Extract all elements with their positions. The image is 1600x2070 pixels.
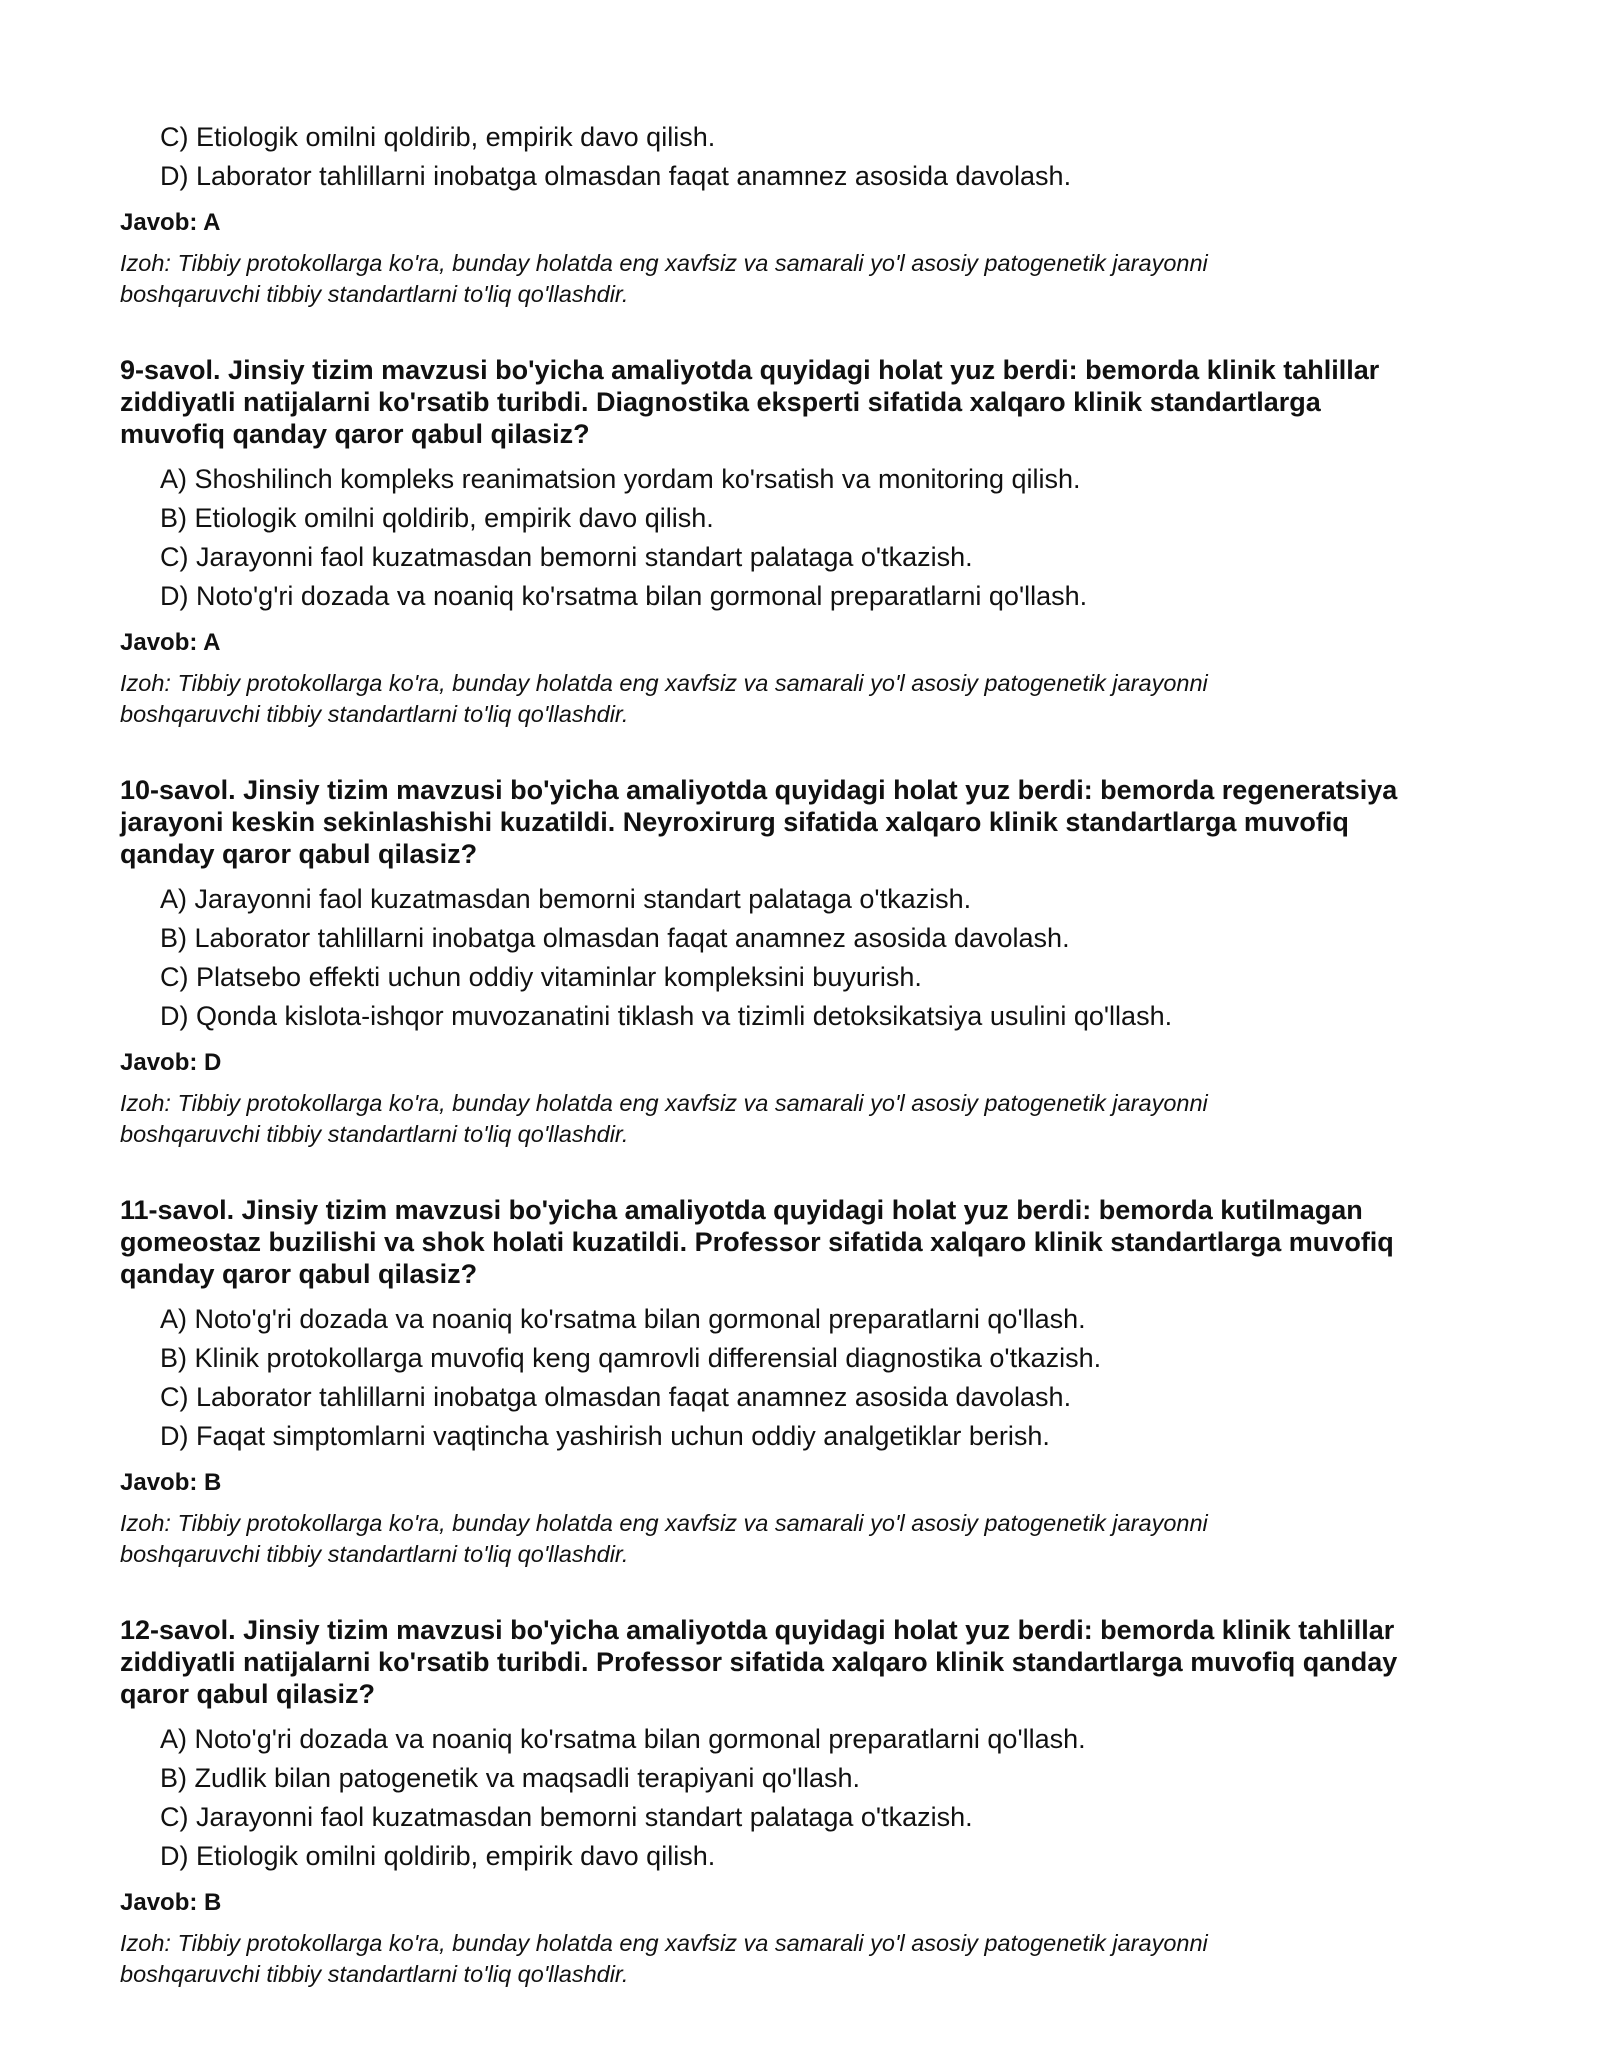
answer-option: B) Klinik protokollarga muvofiq keng qamrovli differensial diagnostika o'tkazish.: [160, 1343, 1102, 1373]
question-line: 11-savol. Jinsiy tizim mavzusi bo'yicha amaliyotda quyidagi holat yuz berdi: bemorda kutilmagan: [120, 1195, 1363, 1225]
answer-option: D) Laborator tahlillarni inobatga olmasdan faqat anamnez asosida davolash.: [160, 161, 1072, 191]
explanation-note: [120, 1508, 1500, 1570]
question-10: [120, 774, 1500, 1150]
note-line: Izoh: Tibbiy protokollarga ko'ra, bunday holatda eng xavfsiz va samarali yo'l asosiy patogenetik jarayonni: [120, 1930, 1208, 1956]
answer-option: B) Zudlik bilan patogenetik va maqsadli terapiyani qo'llash.: [160, 1763, 861, 1793]
question-line: qaror qabul qilasiz?: [120, 1679, 376, 1709]
answer-option: B) Etiologik omilni qoldirib, empirik davo qilish.: [160, 503, 714, 533]
question-line: qanday qaror qabul qilasiz?: [120, 1259, 478, 1289]
question-9: [120, 354, 1500, 730]
explanation-note: [120, 248, 1500, 310]
answer-option: D) Etiologik omilni qoldirib, empirik davo qilish.: [160, 1841, 716, 1871]
question-continuation: [120, 118, 1500, 310]
note-line: boshqaruvchi tibbiy standartlarni to'liq qo'llashdir.: [120, 1541, 629, 1567]
question-line: ziddiyatli natijalarni ko'rsatib turibdi. Professor sifatida xalqaro klinik standartlarga muvofiq qanday: [120, 1647, 1398, 1677]
correct-answer: Javob: A: [120, 629, 221, 656]
note-line: Izoh: Tibbiy protokollarga ko'ra, bunday holatda eng xavfsiz va samarali yo'l asosiy patogenetik jarayonni: [120, 250, 1208, 276]
explanation-note: [120, 1088, 1500, 1150]
correct-answer: Javob: B: [120, 1889, 222, 1916]
note-line: Izoh: Tibbiy protokollarga ko'ra, bunday holatda eng xavfsiz va samarali yo'l asosiy patogenetik jarayonni: [120, 670, 1208, 696]
question-line: muvofiq qanday qaror qabul qilasiz?: [120, 419, 590, 449]
answer-option: A) Noto'g'ri dozada va noaniq ko'rsatma bilan gormonal preparatlarni qo'llash.: [160, 1304, 1086, 1334]
answer-option: C) Jarayonni faol kuzatmasdan bemorni standart palataga o'tkazish.: [160, 542, 973, 572]
answer-option: C) Etiologik omilni qoldirib, empirik davo qilish.: [160, 122, 716, 152]
correct-answer: Javob: A: [120, 209, 221, 236]
question-line: 9-savol. Jinsiy tizim mavzusi bo'yicha amaliyotda quyidagi holat yuz berdi: bemorda klinik tahlillar: [120, 355, 1380, 385]
explanation-note: [120, 1928, 1500, 1990]
explanation-note: [120, 668, 1500, 730]
answer-option: C) Laborator tahlillarni inobatga olmasdan faqat anamnez asosida davolash.: [160, 1382, 1072, 1412]
question-text: [120, 1194, 1500, 1290]
document-page: [120, 118, 1500, 1990]
correct-answer: Javob: B: [120, 1469, 222, 1496]
note-line: boshqaruvchi tibbiy standartlarni to'liq qo'llashdir.: [120, 281, 629, 307]
question-line: ziddiyatli natijalarni ko'rsatib turibdi. Diagnostika eksperti sifatida xalqaro klinik standartlarga: [120, 387, 1321, 417]
answer-option: C) Platsebo effekti uchun oddiy vitaminlar kompleksini buyurish.: [160, 962, 922, 992]
question-11: [120, 1194, 1500, 1570]
question-line: gomeostaz buzilishi va shok holati kuzatildi. Professor sifatida xalqaro klinik standartlarga muvofiq: [120, 1227, 1394, 1257]
answer-option: A) Shoshilinch kompleks reanimatsion yordam ko'rsatish va monitoring qilish.: [160, 464, 1081, 494]
note-line: boshqaruvchi tibbiy standartlarni to'liq qo'llashdir.: [120, 701, 629, 727]
correct-answer: Javob: D: [120, 1049, 222, 1076]
question-text: [120, 774, 1500, 870]
question-text: [120, 1614, 1500, 1710]
answer-option: D) Noto'g'ri dozada va noaniq ko'rsatma bilan gormonal preparatlarni qo'llash.: [160, 581, 1088, 611]
answer-option: D) Faqat simptomlarni vaqtincha yashirish uchun oddiy analgetiklar berish.: [160, 1421, 1050, 1451]
answer-option: A) Noto'g'ri dozada va noaniq ko'rsatma bilan gormonal preparatlarni qo'llash.: [160, 1724, 1086, 1754]
answer-option: D) Qonda kislota-ishqor muvozanatini tiklash va tizimli detoksikatsiya usulini qo'llash.: [160, 1001, 1173, 1031]
question-line: jarayoni keskin sekinlashishi kuzatildi. Neyroxirurg sifatida xalqaro klinik standartlarga muvofiq: [120, 807, 1349, 837]
question-text: [120, 354, 1500, 450]
note-line: boshqaruvchi tibbiy standartlarni to'liq qo'llashdir.: [120, 1121, 629, 1147]
note-line: boshqaruvchi tibbiy standartlarni to'liq qo'llashdir.: [120, 1961, 629, 1987]
note-line: Izoh: Tibbiy protokollarga ko'ra, bunday holatda eng xavfsiz va samarali yo'l asosiy patogenetik jarayonni: [120, 1510, 1208, 1536]
answer-option: A) Jarayonni faol kuzatmasdan bemorni standart palataga o'tkazish.: [160, 884, 972, 914]
question-12: [120, 1614, 1500, 1990]
question-line: 10-savol. Jinsiy tizim mavzusi bo'yicha amaliyotda quyidagi holat yuz berdi: bemorda regeneratsiya: [120, 775, 1398, 805]
answer-option: B) Laborator tahlillarni inobatga olmasdan faqat anamnez asosida davolash.: [160, 923, 1070, 953]
note-line: Izoh: Tibbiy protokollarga ko'ra, bunday holatda eng xavfsiz va samarali yo'l asosiy patogenetik jarayonni: [120, 1090, 1208, 1116]
answer-option: C) Jarayonni faol kuzatmasdan bemorni standart palataga o'tkazish.: [160, 1802, 973, 1832]
question-line: 12-savol. Jinsiy tizim mavzusi bo'yicha amaliyotda quyidagi holat yuz berdi: bemorda klinik tahlillar: [120, 1615, 1395, 1645]
question-line: qanday qaror qabul qilasiz?: [120, 839, 478, 869]
